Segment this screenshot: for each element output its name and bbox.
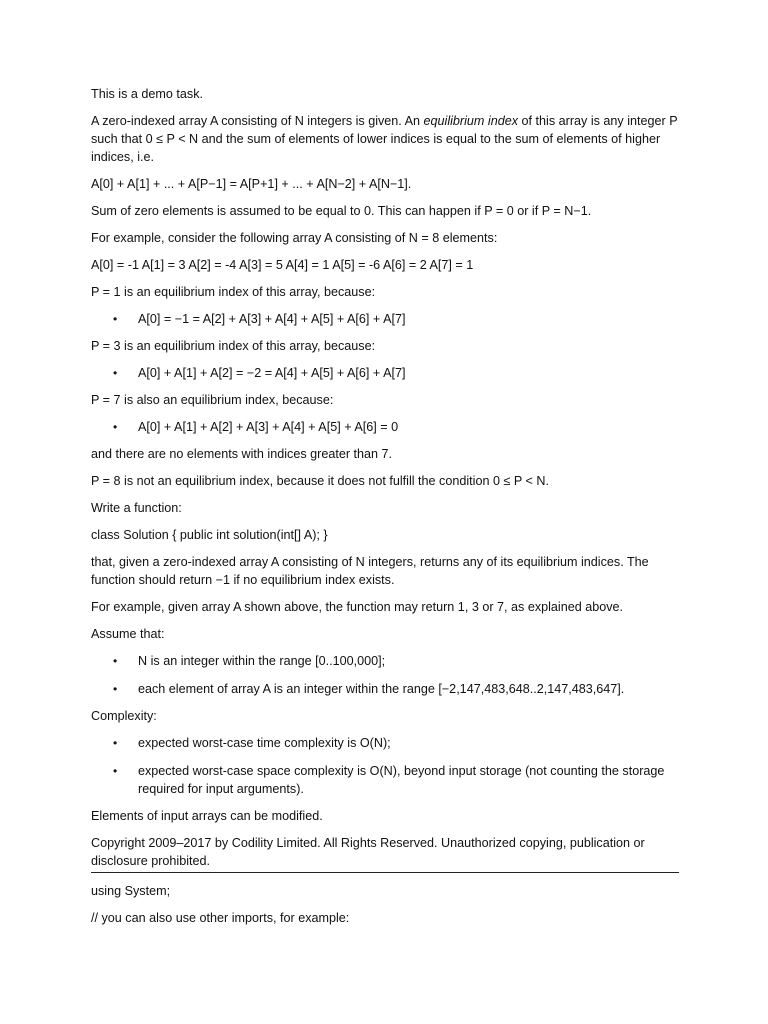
bullet-icon: • <box>113 682 118 696</box>
copyright-notice: Copyright 2009–2017 by Codility Limited. All Rights Reserved. Unauthorized copying, publication or disclosure prohibited. <box>91 836 645 868</box>
bullet-text: N is an integer within the range [0..100,000]; <box>138 654 386 668</box>
p7-list <box>91 418 681 436</box>
bullet-text: A[0] = −1 = A[2] + A[3] + A[4] + A[5] + A[6] + A[7] <box>138 312 406 326</box>
definition-part1: A zero-indexed array A consisting of N integers is given. An <box>91 114 424 128</box>
p3-list <box>91 364 681 382</box>
list-item <box>91 418 681 436</box>
list-item <box>91 364 681 382</box>
list-item <box>91 762 681 798</box>
bullet-text: expected worst-case space complexity is O(N), beyond input storage (not counting the storage required for input arguments). <box>138 764 665 796</box>
complexity-heading: Complexity: <box>91 709 157 723</box>
function-signature: class Solution { public int solution(int[] A); } <box>91 528 328 542</box>
bullet-text: each element of array A is an integer within the range [−2,147,483,648..2,147,483,647]. <box>138 682 625 696</box>
list-item <box>91 680 681 698</box>
example-intro: For example, consider the following array A consisting of N = 8 elements: <box>91 231 498 245</box>
p3-heading: P = 3 is an equilibrium index of this array, because: <box>91 339 376 353</box>
list-item <box>91 310 681 328</box>
definition-paragraph <box>91 112 681 166</box>
bullet-text: A[0] + A[1] + A[2] = −2 = A[4] + A[5] + A[6] + A[7] <box>138 366 406 380</box>
example-array: A[0] = -1 A[1] = 3 A[2] = -4 A[3] = 5 A[4] = 1 A[5] = -6 A[6] = 2 A[7] = 1 <box>91 258 474 272</box>
intro-text: This is a demo task. <box>91 87 203 101</box>
no-elements-note: and there are no elements with indices greater than 7. <box>91 447 393 461</box>
bullet-text: expected worst-case time complexity is O(N); <box>138 736 391 750</box>
return-example: For example, given array A shown above, the function may return 1, 3 or 7, as explained above. <box>91 600 624 614</box>
zero-sum-note: Sum of zero elements is assumed to be equal to 0. This can happen if P = 0 or if P = N−1. <box>91 204 592 218</box>
bullet-icon: • <box>113 312 118 326</box>
bullet-icon: • <box>113 420 118 434</box>
p1-heading: P = 1 is an equilibrium index of this array, because: <box>91 285 376 299</box>
write-function: Write a function: <box>91 501 182 515</box>
definition-part2: of this array is any integer P such that 0 ≤ P < N and the sum of elements of lower indices is equal to the sum of elements of higher indices, i.e. <box>91 114 678 164</box>
bullet-text: A[0] + A[1] + A[2] + A[3] + A[4] + A[5] + A[6] = 0 <box>138 420 399 434</box>
definition-term: equilibrium index <box>423 114 519 128</box>
complexity-list <box>91 734 681 798</box>
bullet-icon: • <box>113 654 118 668</box>
p8-note: P = 8 is not an equilibrium index, because it does not fulfill the condition 0 ≤ P < N. <box>91 474 549 488</box>
list-item <box>91 734 681 752</box>
function-description: that, given a zero-indexed array A consisting of N integers, returns any of its equilibrium indices. The function should return −1 if no equilibrium index exists. <box>91 555 649 587</box>
bullet-icon: • <box>113 736 118 750</box>
list-item <box>91 652 681 670</box>
code-line-using: using System; <box>91 884 171 898</box>
bullet-icon: • <box>113 366 118 380</box>
bullet-icon: • <box>113 764 118 778</box>
p7-heading: P = 7 is also an equilibrium index, because: <box>91 393 334 407</box>
assume-heading: Assume that: <box>91 627 165 641</box>
p1-list <box>91 310 681 328</box>
assumptions-list <box>91 652 681 698</box>
code-line-comment: // you can also use other imports, for example: <box>91 911 350 925</box>
modifiable-note: Elements of input arrays can be modified. <box>91 809 323 823</box>
document-page <box>91 85 681 936</box>
horizontal-divider <box>91 872 679 873</box>
formula: A[0] + A[1] + ... + A[P−1] = A[P+1] + ... + A[N−2] + A[N−1]. <box>91 177 412 191</box>
